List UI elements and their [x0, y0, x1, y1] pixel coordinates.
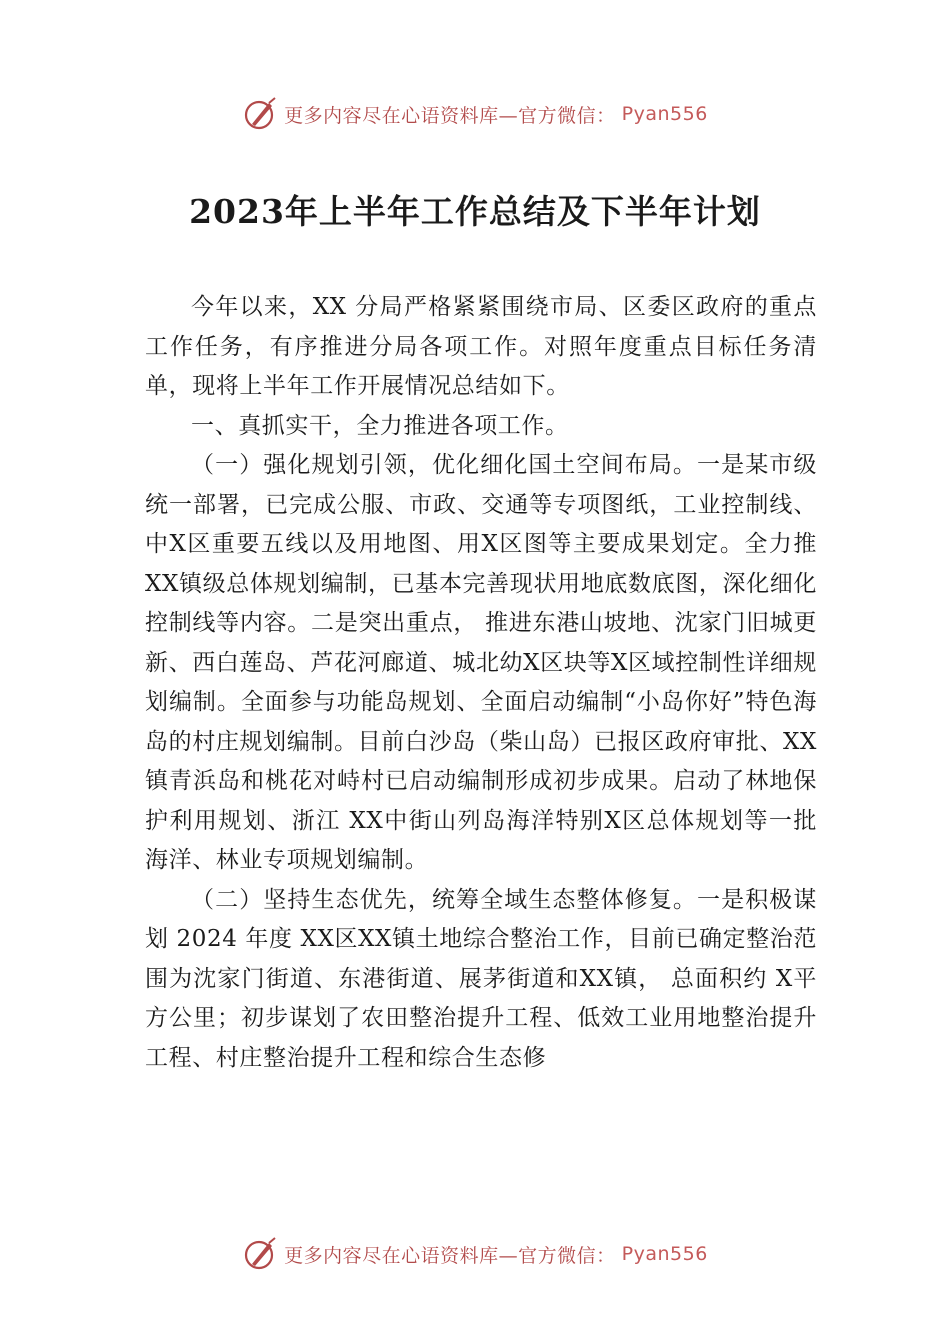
watermark-wechat-id: Pyan556 — [621, 1243, 708, 1265]
footer-watermark — [0, 1236, 950, 1272]
watermark-text: 更多内容尽在心语资料库—官方微信： — [284, 1244, 616, 1267]
document-title: 2023年上半年工作总结及下半年计划 — [189, 192, 761, 231]
quill-pen-icon — [242, 96, 278, 132]
watermark-text: 更多内容尽在心语资料库—官方微信： — [284, 104, 616, 127]
header-watermark — [0, 96, 950, 132]
paragraph-intro: 今年以来，XX 分局严格紧紧围绕市局、区委区政府的重点工作任务，有序推进分局各项工作。对照年度重点目标任务清单，现将上半年工作开展情况总结如下。 — [145, 294, 817, 399]
paragraph-ecology: （二）坚持生态优先，统筹全域生态整体修复。一是积极谋划 2024 年度 XX区XX镇土地综合整治工作，目前已确定整治范围为沈家门街道、东港街道、展茅街道和XX镇， 总面积约 X平方公里；初步谋划了农田整治提升工程、低效工业用地整治提升工程、村庄整治提升工程和综合生态修 — [145, 886, 817, 1071]
document-body — [145, 288, 817, 1078]
paragraph-section-heading: 一、真抓实干，全力推进各项工作。 — [191, 412, 569, 439]
watermark-wechat-id: Pyan556 — [621, 103, 708, 125]
paragraph-planning: （一）强化规划引领，优化细化国土空间布局。一是某市级统一部署，已完成公服、市政、交通等专项图纸，工业控制线、中X区重要五线以及用地图、用X区图等主要成果划定。全力推XX镇级总体规划编制，已基本完善现状用地底数底图，深化细化控制线等内容。二是突出重点， 推进东港山坡地、沈家门旧城更新、西白莲岛、芦花河廊道、城北幼X区块等X区域控制性详细规划编制。全面参与功能岛规划、全面启动编制“小岛你好”特色海岛的村庄规划编制。目前白沙岛（柴山岛）已报区政府审批、XX镇青浜岛和桃花对峙村已启动编制形成初步成果。启动了林地保护利用规划、浙江 XX中街山列岛海洋特别X区总体规划等一批海洋、林业专项规划编制。 — [145, 452, 817, 873]
quill-pen-icon — [242, 1236, 278, 1272]
